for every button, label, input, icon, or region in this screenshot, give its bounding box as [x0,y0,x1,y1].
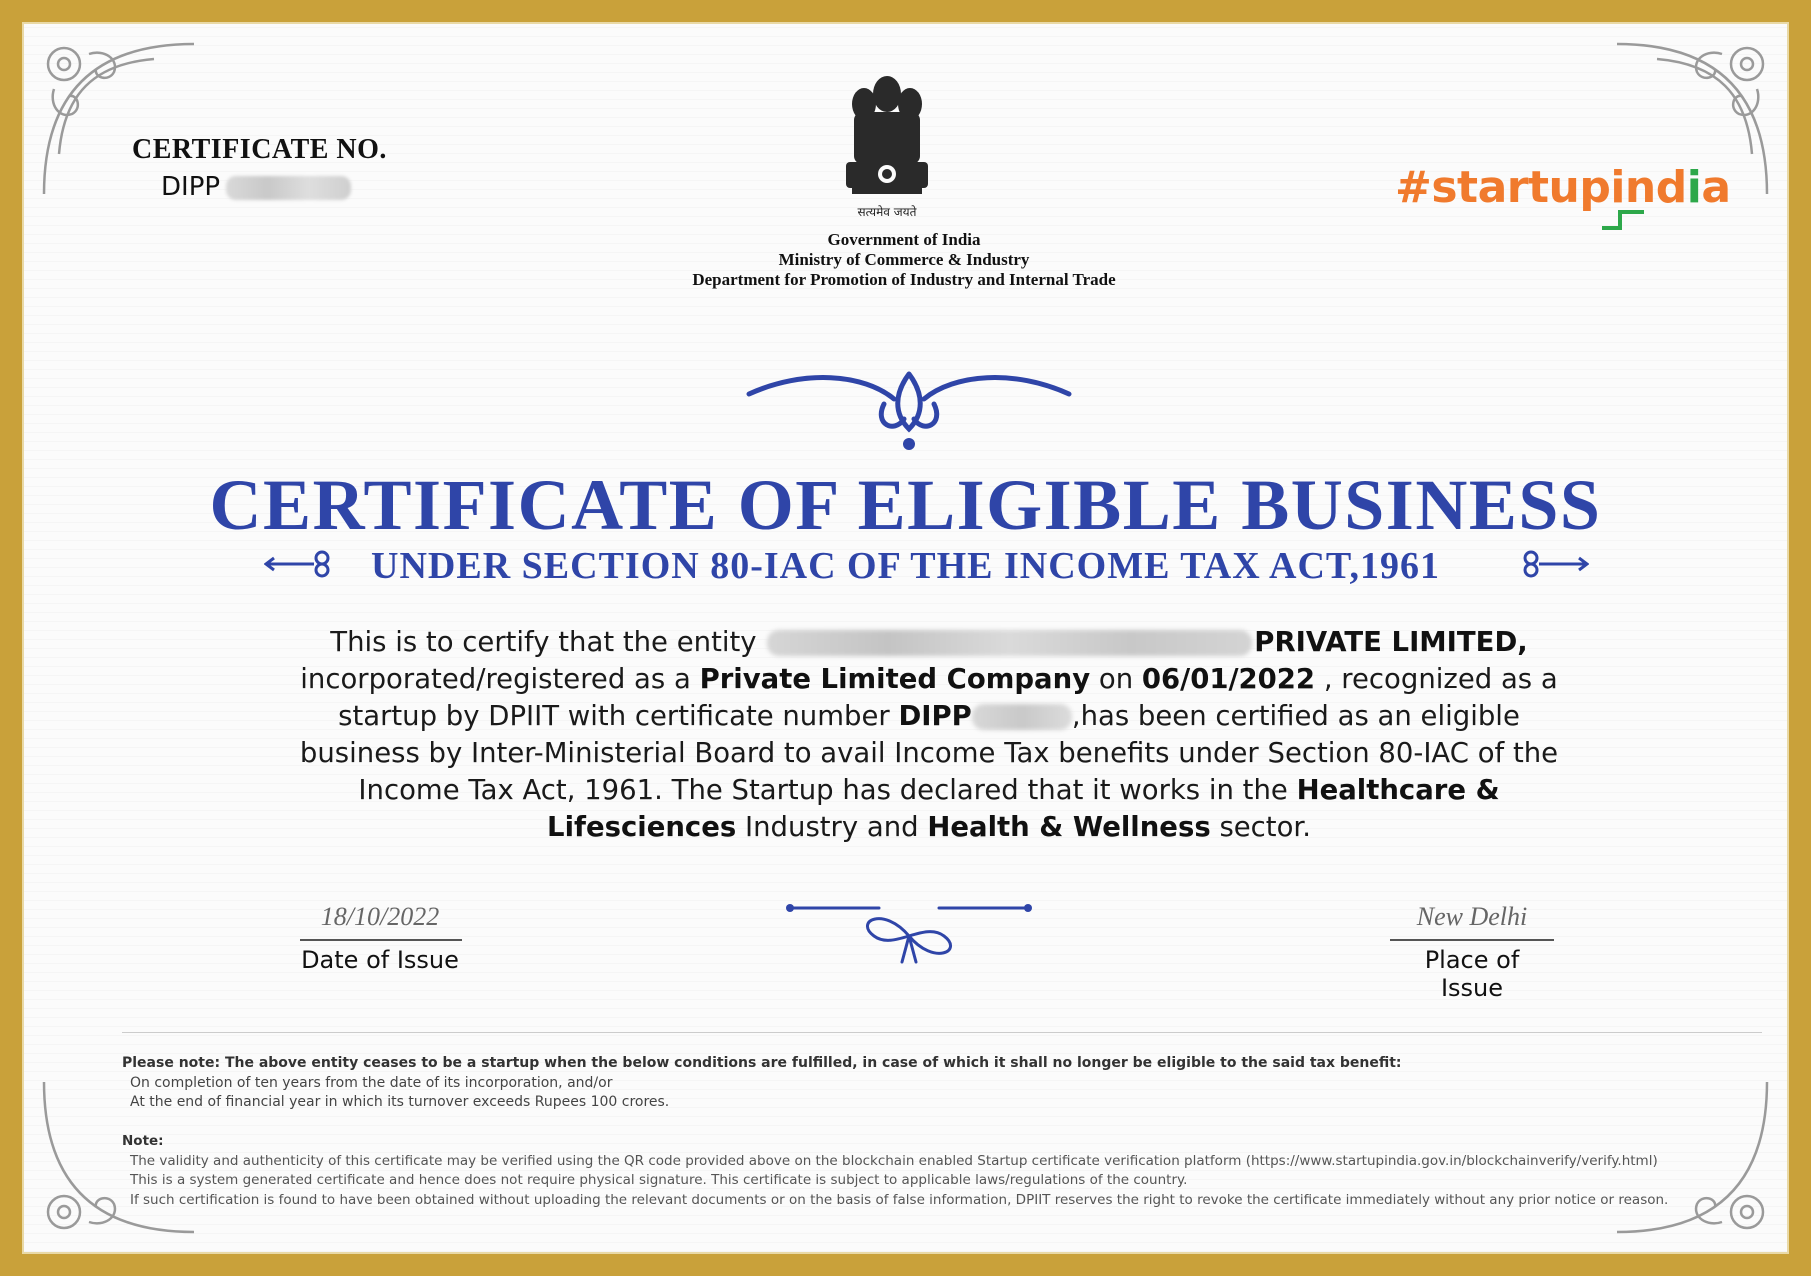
please-note-section [122,1054,1762,1113]
certificate-body [279,624,1579,846]
divider [122,1032,1762,1033]
body-text-2: incorporated/registered as a [300,663,691,695]
certificate-title: CERTIFICATE OF ELIGIBLE BUSINESS [209,465,1602,545]
certificate-number [161,172,351,202]
note-item: This is a system generated certificate and hence does not require physical signature. This certificate is subject to applicable laws/regulations of the country. [130,1172,1188,1188]
certificate-paper [22,22,1789,1254]
middle-ornament-icon [784,896,1034,968]
issue-date-value: 18/10/2022 [320,902,440,931]
gov-line-2: Ministry of Commerce & Industry [778,250,1030,269]
gov-line-3: Department for Promotion of Industry and Internal Trade [692,270,1116,289]
industry: Healthcare & Lifesciences [547,774,1500,843]
issue-place-value: New Delhi [1416,902,1528,931]
note-item: The validity and authenticity of this certificate may be verified using the QR code provided above on the blockchain enabled Startup certificate verification platform (https://www.startupindia.gov.in/blockchainverify/verify.html) [130,1152,1658,1169]
top-ornament-icon [744,359,1074,459]
note-item: If such certification is found to have been obtained without uploading the relevant documents or on the basis of false information, DPIIT reserves the right to revoke the certificate immediately without any prior notice or reason. [130,1191,1669,1208]
body-cert-prefix: DIPP [898,700,972,732]
redacted-number [226,176,351,200]
incorporation-date: 06/01/2022 [1141,663,1316,695]
please-note-lead: Please note: The above entity ceases to be a startup when the below conditions are fulfilled, in case of which it shall no longer be eligible to the said tax benefit: [122,1055,1402,1071]
logo-step-icon [1600,204,1646,232]
note-section [122,1132,1782,1210]
body-text-7: sector. [1219,811,1311,843]
logo-text-i: i [1686,162,1702,213]
issue-date-line [300,939,462,941]
please-note-item: At the end of financial year in which its turnover exceeds Rupees 100 crores. [130,1094,670,1110]
issue-date-label: Date of Issue [301,946,459,974]
body-text-5: ,has been certified as an eligible business by Inter-Ministerial Board to avail Income Tax benefits under Section 80-IAC of the Income Tax Act, 1961. The Startup has declared that it works in the [299,700,1559,806]
right-ornament-icon [1519,546,1589,582]
body-text-6: Industry and [745,811,919,843]
logo-text-end: a [1701,162,1731,213]
certificate-number-prefix: DIPP [161,172,221,202]
body-text-4: , recognized as a startup by DPIIT with certificate number [338,663,1558,732]
please-note-item: On completion of ten years from the date of its incorporation, and/or [130,1074,613,1091]
issue-place-label: Place of Issue [1424,946,1520,1002]
note-lead: Note: [122,1133,164,1149]
certificate-subtitle: UNDER SECTION 80-IAC OF THE INCOME TAX ACT,1961 [371,545,1440,587]
logo-text: #startupind [1395,162,1687,213]
body-text-3: on [1098,663,1134,695]
body-text-1: This is to certify that the entity [330,626,757,658]
gov-line-1: Government of India [827,230,981,249]
government-header [584,230,1224,290]
sector: Health & Wellness [927,811,1211,843]
national-emblem-icon [832,64,942,224]
redacted-cert-number [972,704,1072,730]
emblem-motto: सत्यमेव जयते [857,205,917,219]
certificate-number-label: CERTIFICATE NO. [132,134,387,165]
startupindia-logo [1395,162,1731,213]
redacted-entity-name [767,630,1252,656]
company-type: Private Limited Company [699,663,1091,695]
issue-place-line [1390,939,1554,941]
entity-suffix: PRIVATE LIMITED, [1254,626,1528,658]
